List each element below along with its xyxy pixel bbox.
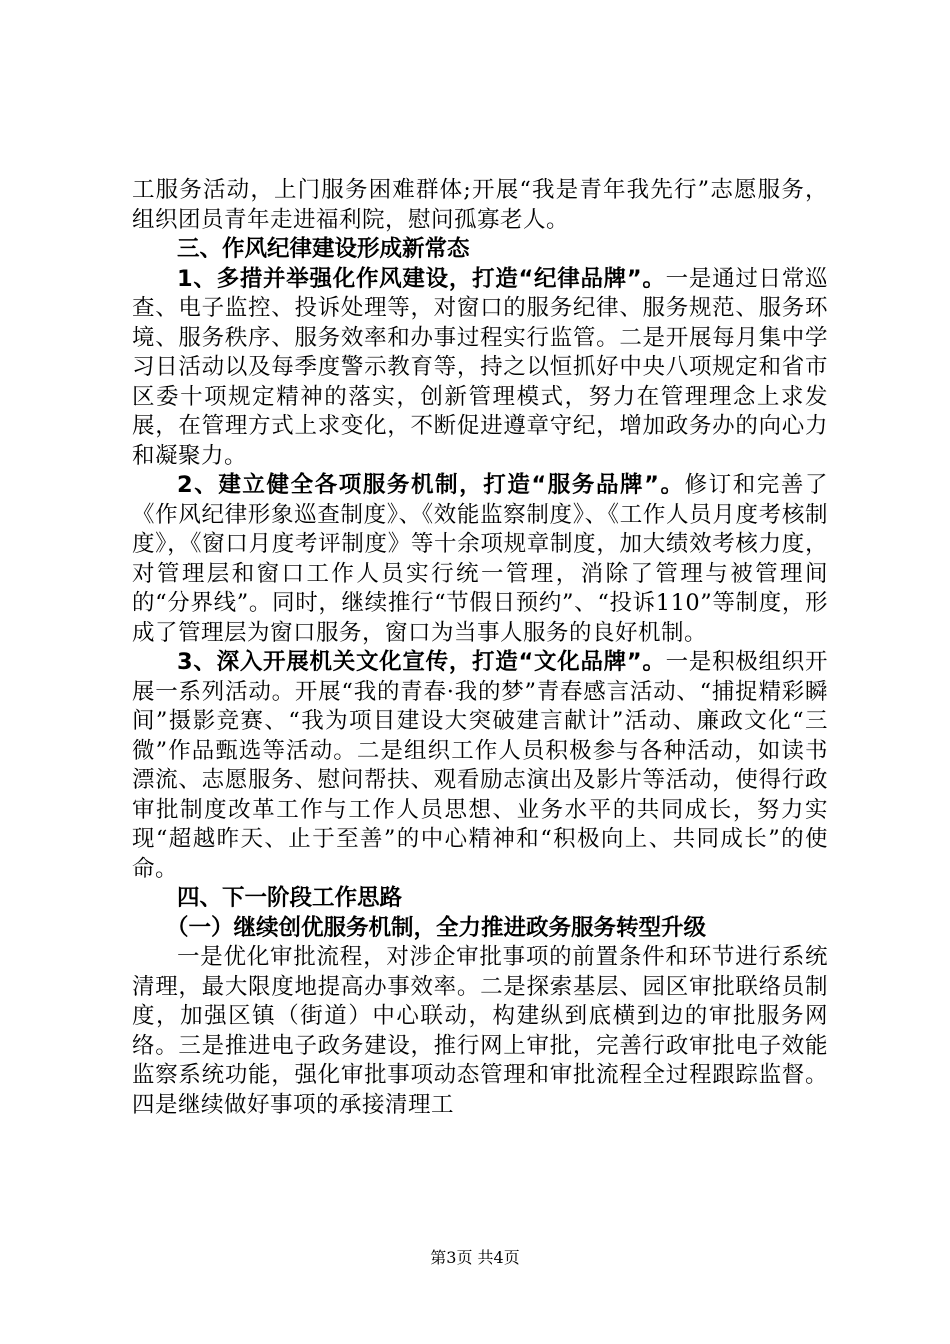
paragraph-lead: 2、建立健全各项服务机制，打造“服务品牌”。 xyxy=(177,472,685,498)
paragraph-lead: 3、深入开展机关文化宣传，打造“文化品牌”。 xyxy=(177,649,666,675)
paragraph-approval-process: 一是优化审批流程，对涉企审批事项的前置条件和环节进行系统清理，最大限度地提高办事效率。二是探索基层、园区审批联络员制度，加强区镇（街道）中心联动，构建纵到底横到边的审批服务网络。三是推进电子政务建设，推行网上审批，完善行政审批电子效能监察系统功能，强化审批事项动态管理和审批流程全过程跟踪监督。四是继续做好事项的承接清理工 xyxy=(132,944,828,1118)
paragraph-service-brand xyxy=(132,471,828,648)
document-body xyxy=(132,176,828,1120)
paragraph-body: 修订和完善了《作风纪律形象巡查制度》、《效能监察制度》、《工作人员月度考核制度》，《窗口月度考评制度》等十余项规章制度，加大绩效考核力度，对管理层和窗口工作人员实行统一管理，消除了管理与被管理间的“分界线”。同时，继续推行“节假日预约”、“投诉110”等制度，形成了管理层为窗口服务，窗口为当事人服务的良好机制。 xyxy=(132,472,828,646)
paragraph-body: 一是积极组织开展一系列活动。开展“我的青春·我的梦”青春感言活动、“捕捉精彩瞬间”摄影竞赛、“我为项目建设大突破建言献计”活动、廉政文化“三微”作品甄选等活动。二是组织工作人员积极参与各种活动，如读书漂流、志愿服务、慰问帮扶、观看励志演出及影片等活动，使得行政审批制度改革工作与工作人员思想、业务水平的共同成长，努力实现“超越昨天、止于至善”的中心精神和“积极向上、共同成长”的使命。 xyxy=(132,649,828,882)
paragraph-continuation: 工服务活动，上门服务困难群体;开展“我是青年我先行”志愿服务，组织团员青年走进福利院，慰问孤寡老人。 xyxy=(132,177,828,233)
paragraph-body: 一是通过日常巡查、电子监控、投诉处理等，对窗口的服务纪律、服务规范、服务环境、服务秩序、服务效率和办事过程实行监管。二是开展每月集中学习日活动以及每季度警示教育等，持之以恒抓好中央八项规定和省市区委十项规定精神的落实，创新管理模式，努力在管理理念上求发展，在管理方式上求变化，不断促进遵章守纪，增加政务办的向心力和凝聚力。 xyxy=(132,265,828,469)
subsection-heading-1: （一）继续创优服务机制，全力推进政务服务转型升级 xyxy=(166,914,707,941)
paragraph-lead: 1、多措并举强化作风建设，打造“纪律品牌”。 xyxy=(177,265,666,292)
section-heading-4: 四、下一阶段工作思路 xyxy=(177,885,403,911)
paragraph-culture-brand xyxy=(132,648,828,884)
section-heading-3: 三、作风纪律建设形成新常态 xyxy=(177,236,470,262)
paragraph-discipline-brand xyxy=(132,265,828,472)
page-footer: 第3页 共4页 xyxy=(430,1248,520,1267)
